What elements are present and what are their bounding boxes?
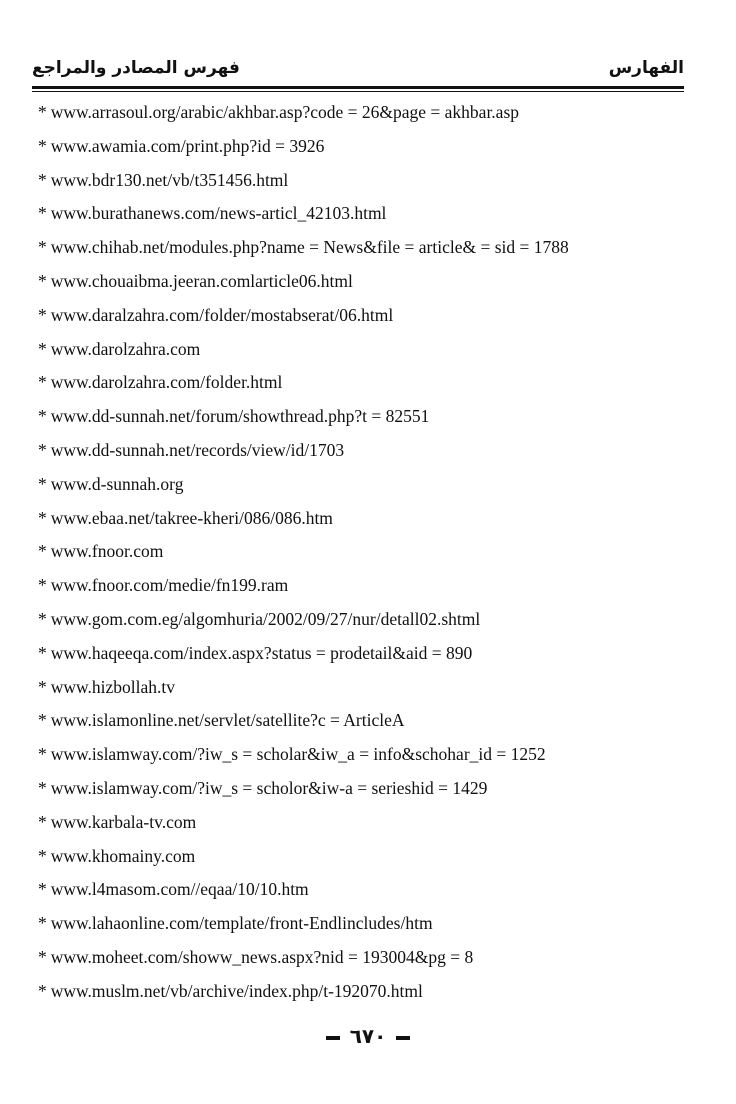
bullet-asterisk: * xyxy=(38,541,47,562)
bullet-asterisk: * xyxy=(38,980,47,1001)
bullet-asterisk: * xyxy=(38,676,47,697)
bullet-asterisk: * xyxy=(38,507,47,528)
reference-item xyxy=(38,233,698,267)
reference-item xyxy=(38,808,698,842)
reference-url: www.chouaibma.jeeran.comlarticle06.html xyxy=(50,270,353,291)
reference-url: www.khomainy.com xyxy=(50,845,196,866)
bullet-asterisk: * xyxy=(38,913,47,934)
reference-url: www.darolzahra.com/folder.html xyxy=(50,372,283,393)
reference-item xyxy=(38,943,698,977)
bullet-asterisk: * xyxy=(38,102,47,122)
reference-url: www.bdr130.net/vb/t351456.html xyxy=(50,169,289,190)
reference-item xyxy=(38,368,698,402)
bullet-asterisk: * xyxy=(38,642,47,663)
header-part-title: الفهارس xyxy=(608,58,684,78)
bullet-asterisk: * xyxy=(38,845,47,866)
reference-item xyxy=(38,335,698,369)
reference-url: www.awamia.com/print.php?id = 3926 xyxy=(50,135,325,156)
reference-item xyxy=(38,842,698,876)
reference-url: www.islamway.com/?iw_s = scholor&iw-a = serieshid = 1429 xyxy=(50,777,488,798)
bullet-asterisk: * xyxy=(38,879,47,900)
reference-item xyxy=(38,199,698,233)
reference-item xyxy=(38,605,698,639)
bullet-asterisk: * xyxy=(38,135,47,156)
reference-list xyxy=(38,98,698,1011)
header-rule-thick xyxy=(32,86,684,89)
reference-item xyxy=(38,267,698,301)
reference-url: www.islamonline.net/servlet/satellite?c = ArticleA xyxy=(50,710,405,731)
reference-url: www.lahaonline.com/template/front-Endlincludes/htm xyxy=(50,913,433,934)
bullet-asterisk: * xyxy=(38,608,47,629)
reference-url: www.islamway.com/?iw_s = scholar&iw_a = info&schohar_id = 1252 xyxy=(50,744,546,765)
reference-item xyxy=(38,673,698,707)
reference-url: www.dd-sunnah.net/forum/showthread.php?t = 82551 xyxy=(50,406,430,427)
reference-item xyxy=(38,571,698,605)
page-footer xyxy=(0,1024,736,1048)
reference-item xyxy=(38,875,698,909)
reference-item xyxy=(38,98,698,132)
reference-url: www.muslm.net/vb/archive/index.php/t-192070.html xyxy=(50,980,423,1001)
reference-url: www.dd-sunnah.net/records/view/id/1703 xyxy=(50,439,345,460)
reference-url: www.darolzahra.com xyxy=(50,338,201,359)
bullet-asterisk: * xyxy=(38,372,47,393)
header-section-title: فهرس المصادر والمراجع xyxy=(32,58,240,78)
reference-url: www.moheet.com/showw_news.aspx?nid = 193004&pg = 8 xyxy=(50,946,474,967)
bullet-asterisk: * xyxy=(38,439,47,460)
reference-item xyxy=(38,470,698,504)
reference-url: www.daralzahra.com/folder/mostabserat/06.html xyxy=(50,304,394,325)
bullet-asterisk: * xyxy=(38,575,47,596)
reference-item xyxy=(38,504,698,538)
reference-url: www.fnoor.com/medie/fn199.ram xyxy=(50,575,289,596)
reference-url: www.arrasoul.org/arabic/akhbar.asp?code = 26&page = akhbar.asp xyxy=(50,102,520,122)
bullet-asterisk: * xyxy=(38,304,47,325)
reference-item xyxy=(38,740,698,774)
running-header xyxy=(32,54,684,84)
reference-item xyxy=(38,301,698,335)
reference-url: www.l4masom.com//eqaa/10/10.htm xyxy=(50,879,309,900)
reference-item xyxy=(38,166,698,200)
bullet-asterisk: * xyxy=(38,169,47,190)
reference-url: www.burathanews.com/news-articl_42103.html xyxy=(50,203,387,224)
page-number: ٦٧٠ xyxy=(349,1024,387,1048)
bullet-asterisk: * xyxy=(38,270,47,291)
bullet-asterisk: * xyxy=(38,338,47,359)
reference-url: www.hizbollah.tv xyxy=(50,676,176,697)
bullet-asterisk: * xyxy=(38,811,47,832)
reference-item xyxy=(38,436,698,470)
reference-item xyxy=(38,132,698,166)
reference-item xyxy=(38,774,698,808)
bullet-asterisk: * xyxy=(38,237,47,258)
reference-url: www.d-sunnah.org xyxy=(50,473,184,494)
reference-item xyxy=(38,909,698,943)
reference-url: www.karbala-tv.com xyxy=(50,811,197,832)
reference-url: www.gom.com.eg/algomhuria/2002/09/27/nur/detall02.shtml xyxy=(50,608,481,629)
reference-url: www.ebaa.net/takree-kheri/086/086.htm xyxy=(50,507,333,528)
page-number-dash-right xyxy=(396,1036,410,1040)
header-rule-thin xyxy=(32,91,684,92)
bullet-asterisk: * xyxy=(38,777,47,798)
reference-item xyxy=(38,977,698,1011)
page-number-dash-left xyxy=(326,1036,340,1040)
bullet-asterisk: * xyxy=(38,946,47,967)
reference-url: www.fnoor.com xyxy=(50,541,164,562)
reference-item xyxy=(38,639,698,673)
bullet-asterisk: * xyxy=(38,744,47,765)
bullet-asterisk: * xyxy=(38,406,47,427)
bullet-asterisk: * xyxy=(38,203,47,224)
reference-url: www.chihab.net/modules.php?name = News&file = article& = sid = 1788 xyxy=(50,237,569,258)
reference-item xyxy=(38,402,698,436)
bullet-asterisk: * xyxy=(38,473,47,494)
reference-url: www.haqeeqa.com/index.aspx?status = prodetail&aid = 890 xyxy=(50,642,473,663)
reference-item xyxy=(38,537,698,571)
bullet-asterisk: * xyxy=(38,710,47,731)
reference-item xyxy=(38,706,698,740)
